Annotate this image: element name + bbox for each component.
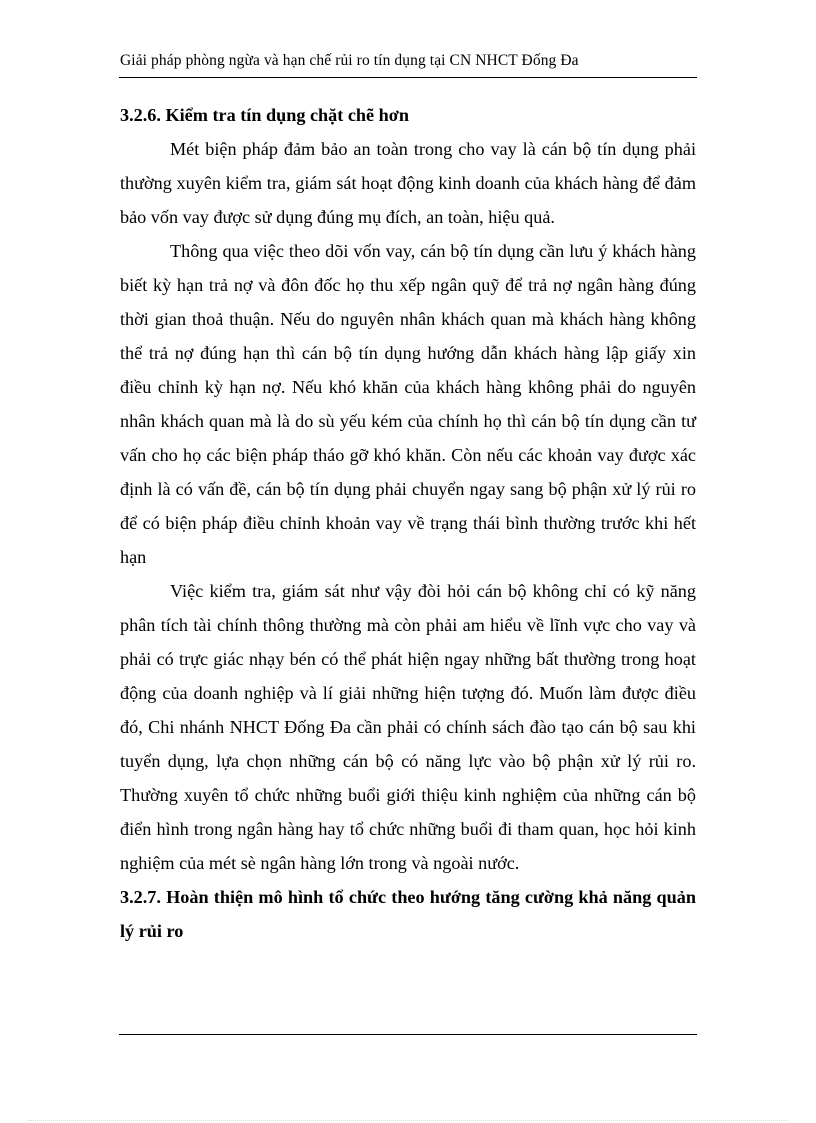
paragraph-3: Việc kiểm tra, giám sát như vậy đòi hỏi cán bộ không chỉ có kỹ năng phân tích tài chính thông thường mà còn phải am hiểu về lĩnh vực cho vay và phải có trực giác nhạy bén có thể phát hiện ngay những bất thường trong hoạt động của doanh nghiệp và lí giải những hiện tượng đó. Muốn làm được điều đó, Chi nhánh NHCT Đống Đa cần phải có chính sách đào tạo cán bộ sau khi tuyển dụng, lựa chọn những cán bộ có năng lực vào bộ phận xử lý rủi ro. Thường xuyên tổ chức những buổi giới thiệu kinh nghiệm của những cán bộ điển hình trong ngân hàng hay tổ chức những buổi đi tham quan, học hỏi kinh nghiệm của mét sè ngân hàng lớn trong và ngoài nước.	[120, 581, 696, 873]
footer-rule	[119, 1034, 697, 1035]
section-heading-3-2-6: 3.2.6. Kiểm tra tín dụng chặt chẽ hơn	[120, 105, 409, 125]
document-body	[120, 98, 696, 948]
paragraph-1: Mét biện pháp đảm bảo an toàn trong cho vay là cán bộ tín dụng phải thường xuyên kiểm tra, giám sát hoạt động kinh doanh của khách hàng để đảm bảo vốn vay được sử dụng đúng mụ đích, an toàn, hiệu quả.	[120, 139, 696, 227]
header-rule	[119, 77, 697, 78]
paragraph-2: Thông qua việc theo dõi vốn vay, cán bộ tín dụng cần lưu ý khách hàng biết kỳ hạn trả nợ và đôn đốc họ thu xếp ngân quỹ để trả nợ ngân hàng đúng thời gian thoả thuận. Nếu do nguyên nhân khách quan mà khách hàng không thể trả nợ đúng hạn thì cán bộ tín dụng hướng dẫn khách hàng lập giấy xin điều chỉnh kỳ hạn nợ. Nếu khó khăn của khách hàng không phải do nguyên nhân khách quan mà là do sù yếu kém của chính họ thì cán bộ tín dụng cần tư vấn cho họ các biện pháp tháo gỡ khó khăn. Còn nếu các khoản vay được xác định là có vấn đề, cán bộ tín dụng phải chuyển ngay sang bộ phận xử lý rủi ro để có biện pháp điều chỉnh khoản vay về trạng thái bình thường trước khi hết hạn	[120, 241, 696, 567]
page-edge	[28, 1120, 788, 1121]
section-heading-3-2-7: 3.2.7. Hoàn thiện mô hình tổ chức theo hướng tăng cường khả năng quản lý rủi ro	[120, 887, 696, 941]
running-header: Giải pháp phòng ngừa và hạn chế rủi ro tín dụng tại CN NHCT Đống Đa	[120, 52, 579, 69]
